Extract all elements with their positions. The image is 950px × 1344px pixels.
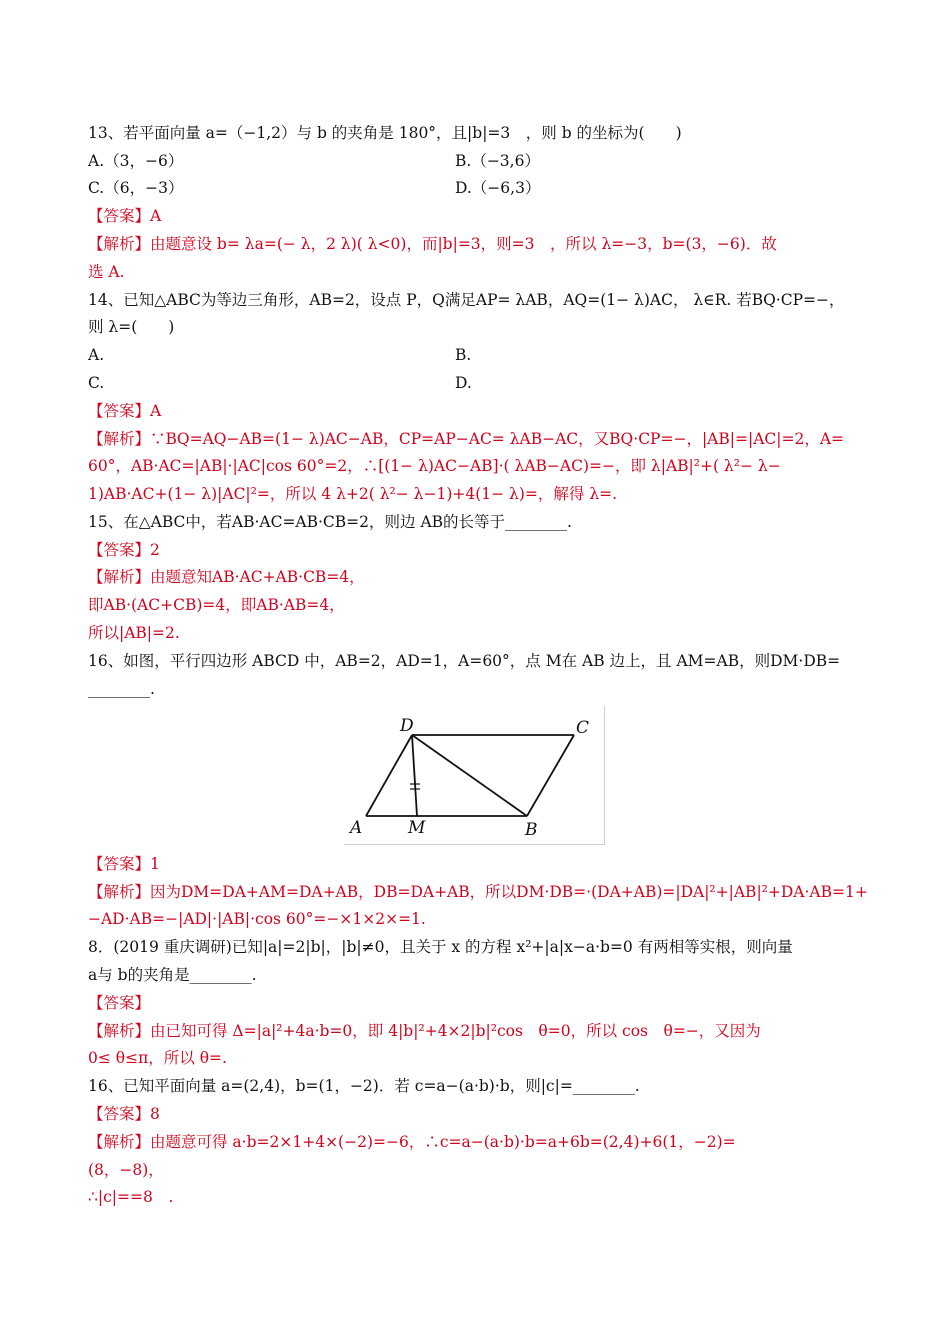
question-8: 8．(2019 重庆调研)已知|a|=2|b|，|b|≠0，且关于 x 的方程 x²+|a|x−a·b=0 有两相等实根，则向量 <box>88 938 793 956</box>
edge-bc <box>527 735 574 816</box>
option-14-c: C. <box>88 374 105 392</box>
answer-13: 【答案】A <box>88 207 162 225</box>
question-16: 16、如图，平行四边形 ABCD 中，AB=2，AD=1，A=60°，点 M在 AB 边上，且 AM=AB，则DM·DB= <box>88 652 841 670</box>
solution-16b-line-3: ∴|c|==8 . <box>88 1188 174 1206</box>
question-14: 14、已知△ABC为等边三角形，AB=2，设点 P，Q满足AP= λAB，AQ=(1− λ)AC， λ∈R. 若BQ·CP=−， <box>88 291 845 309</box>
option-13-b: B.（−3,6） <box>455 152 540 170</box>
answer-16: 【答案】1 <box>88 855 160 873</box>
option-13-d: D.（−6,3） <box>455 179 541 197</box>
diagonal-db <box>412 735 527 816</box>
segment-dm <box>412 735 417 816</box>
solution-16b-line-1: 【解析】由题意可得 a·b=2×1+4×(−2)=−6，∴c=a−(a·b)·b=a+6b=(2,4)+6(1，−2)= <box>88 1133 736 1151</box>
label-c: C <box>576 718 590 738</box>
question-8-line-2: a与 b的夹角是________. <box>88 966 257 984</box>
parallelogram-figure <box>344 706 605 845</box>
label-m: M <box>408 818 426 838</box>
edge-da <box>366 735 412 816</box>
answer-8: 【答案】 <box>88 994 151 1012</box>
question-15: 15、在△ABC中，若AB·AC=AB·CB=2，则边 AB的长等于________. <box>88 513 572 531</box>
option-13-a: A.（3，−6） <box>88 152 184 170</box>
answer-14: 【答案】A <box>88 402 162 420</box>
answer-15: 【答案】2 <box>88 541 160 559</box>
solution-8-line-1: 【解析】由已知可得 Δ=|a|²+4a·b=0，即 4|b|²+4×2|b|²cos θ=0，所以 cos θ=−，又因为 <box>88 1022 761 1040</box>
solution-8-line-2: 0≤ θ≤π，所以 θ=. <box>88 1049 227 1067</box>
solution-14-line-3: 1)AB·AC+(1− λ)|AC|²=，所以 4 λ+2( λ²− λ−1)+4(1− λ)=，解得 λ=. <box>88 485 618 503</box>
label-d: D <box>400 716 414 736</box>
parallelogram-diagram <box>344 706 604 844</box>
solution-13-line-2: 选 A. <box>88 263 125 281</box>
solution-16-line-2: −AD·AB=−|AD|·|AB|·cos 60°=−×1×2×=1. <box>88 910 426 928</box>
solution-13-line-1: 【解析】由题意设 b= λa=(− λ，2 λ)( λ<0)，而|b|=3，则=3 ，所以 λ=−3，b=(3，−6)．故 <box>88 235 777 253</box>
option-14-a: A. <box>88 346 105 364</box>
solution-14-line-2: 60°，AB·AC=|AB|·|AC|cos 60°=2，∴[(1− λ)AC−AB]·( λAB−AC)=−，即 λ|AB|²+( λ²− λ− <box>88 457 781 475</box>
question-13: 13、若平面向量 a=（−1,2）与 b 的夹角是 180°，且|b|=3 ，则 b 的坐标为( ) <box>88 124 682 142</box>
option-13-c: C.（6，−3） <box>88 179 184 197</box>
solution-15-line-3: 所以|AB|=2. <box>88 624 180 642</box>
question-16-line-2: ________. <box>88 680 155 698</box>
answer-16b: 【答案】8 <box>88 1105 160 1123</box>
option-14-b: B. <box>455 346 472 364</box>
solution-15-line-1: 【解析】由题意知AB·AC+AB·CB=4， <box>88 568 365 586</box>
solution-16-line-1: 【解析】因为DM=DA+AM=DA+AB，DB=DA+AB，所以DM·DB=·(DA+AB)=|DA|²+|AB|²+DA·AB=1+ <box>88 883 868 901</box>
question-14-line-2: 则 λ=( ) <box>88 318 175 336</box>
solution-14-line-1: 【解析】∵BQ=AQ−AB=(1− λ)AC−AB，CP=AP−AC= λAB−AC，又BQ·CP=−，|AB|=|AC|=2，A= <box>88 430 844 448</box>
question-16b: 16、已知平面向量 a=(2,4)，b=(1，−2)．若 c=a−(a·b)·b，则|c|=________. <box>88 1077 640 1095</box>
solution-16b-line-2: (8，−8)， <box>88 1161 164 1179</box>
label-a: A <box>350 818 363 838</box>
label-b: B <box>525 820 538 840</box>
option-14-d: D. <box>455 374 472 392</box>
solution-15-line-2: 即AB·(AC+CB)=4，即AB·AB=4， <box>88 596 345 614</box>
